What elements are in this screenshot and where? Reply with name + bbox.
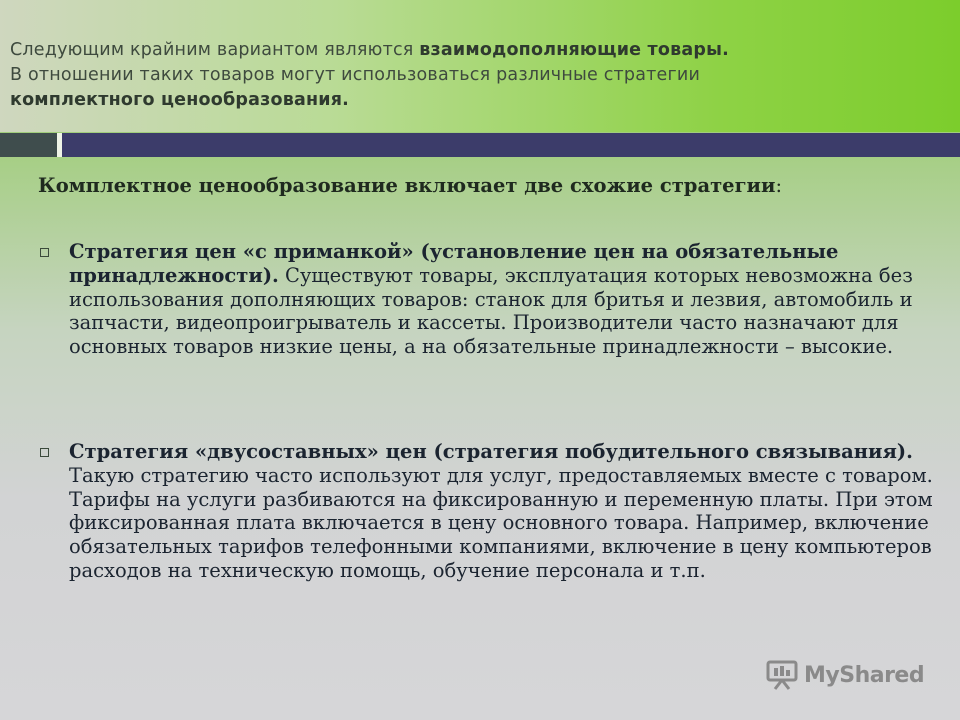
header-line3: комплектного ценообразования. — [10, 90, 350, 110]
bullet-paragraph — [69, 440, 937, 583]
divider-bar-right — [62, 133, 960, 157]
header-line1-plain: Следующим крайним вариантом являются — [10, 40, 420, 60]
intro-colon: : — [775, 174, 783, 197]
bullet-title: Стратегия «двусоставных» цен (стратегия побудительного связывания). — [69, 440, 913, 463]
slide-header — [0, 0, 960, 132]
watermark-text: MyShared — [804, 662, 925, 688]
header-text — [10, 38, 940, 113]
header-line1-bold: взаимодополняющие товары. — [419, 40, 729, 60]
watermark — [765, 655, 930, 695]
square-bullet-icon — [40, 448, 49, 457]
bullet-title: Стратегия цен «с приманкой» (установление цен на обязательные принадлежности). — [69, 240, 839, 287]
intro-text: Комплектное ценообразование включает две схожие стратегии — [38, 174, 776, 197]
divider-bar-left — [0, 133, 57, 157]
square-bullet-icon — [40, 248, 49, 257]
intro-heading — [38, 172, 938, 199]
bullet-body: Такую стратегию часто используют для услуг, предоставляемых вместе с товаром. Тарифы на услуги разбиваются на фиксированную и переменную платы. При этом фиксированная плата включается в цену основного товара. Например, включение обязательных тарифов телефонными компаниями, включение в цену компьютеров расходов на техническую помощь, обучение персонала и т.п. — [69, 463, 933, 582]
presentation-icon — [765, 659, 799, 691]
header-line2: В отношении таких товаров могут использоваться различные стратегии — [10, 65, 701, 85]
bullet-paragraph — [69, 240, 937, 359]
bullet-body: Существуют товары, эксплуатация которых невозможна без использования дополняющих товаров: станок для бритья и лезвия, автомобиль и запчасти, видеопроигрыватель и кассеты. Производители часто назначают для основных товаров низкие цены, а на обязательные принадлежности – высокие. — [69, 263, 913, 359]
